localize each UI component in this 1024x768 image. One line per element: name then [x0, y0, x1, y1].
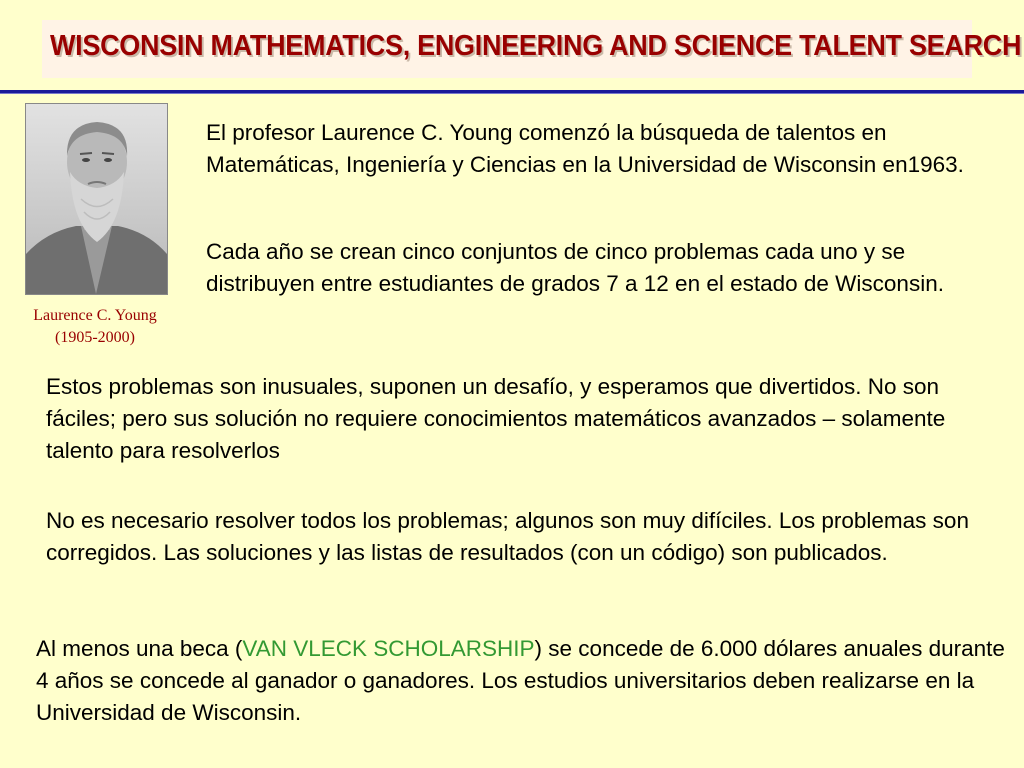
portrait-caption — [10, 305, 180, 349]
scholarship-text-before: Al menos una beca ( — [36, 636, 243, 661]
divider-line-shadow — [0, 93, 1024, 94]
portrait-name: Laurence C. Young — [33, 307, 157, 324]
paragraph-founding: El profesor Laurence C. Young comenzó la búsqueda de talentos en Matemáticas, Ingeniería y Ciencias en la Universidad de Wisconsin en1963. — [206, 120, 964, 177]
paragraph-problem-nature: Estos problemas son inusuales, suponen un desafío, y esperamos que divertidos. No son fáciles; pero sus solución no requiere conocimientos matemáticos avanzados – solamente talento para resolverlos — [46, 374, 946, 463]
scholarship-name: VAN VLECK SCHOLARSHIP — [242, 636, 535, 661]
scholarship-text-after: ) se concede de 6.000 dólares anuales durante 4 años se concede al ganador o ganadores. Los estudios universitarios deben realizarse en la Universidad de Wisconsin. — [36, 636, 1005, 725]
portrait-illustration — [26, 104, 167, 294]
page-title: WISCONSIN MATHEMATICS, ENGINEERING AND SCIENCE TALENT SEARCH — [50, 30, 1022, 62]
paragraph-scholarship — [36, 633, 1006, 729]
paragraph-grading: No es necesario resolver todos los problemas; algunos son muy difíciles. Los problemas son corregidos. Las soluciones y las listas de resultados (con un código) son publicados. — [46, 508, 969, 565]
portrait-photo — [25, 103, 168, 295]
paragraph-problem-sets: Cada año se crean cinco conjuntos de cinco problemas cada uno y se distribuyen entre estudiantes de grados 7 a 12 en el estado de Wisconsin. — [206, 239, 944, 296]
portrait-years: (1905-2000) — [55, 329, 135, 346]
